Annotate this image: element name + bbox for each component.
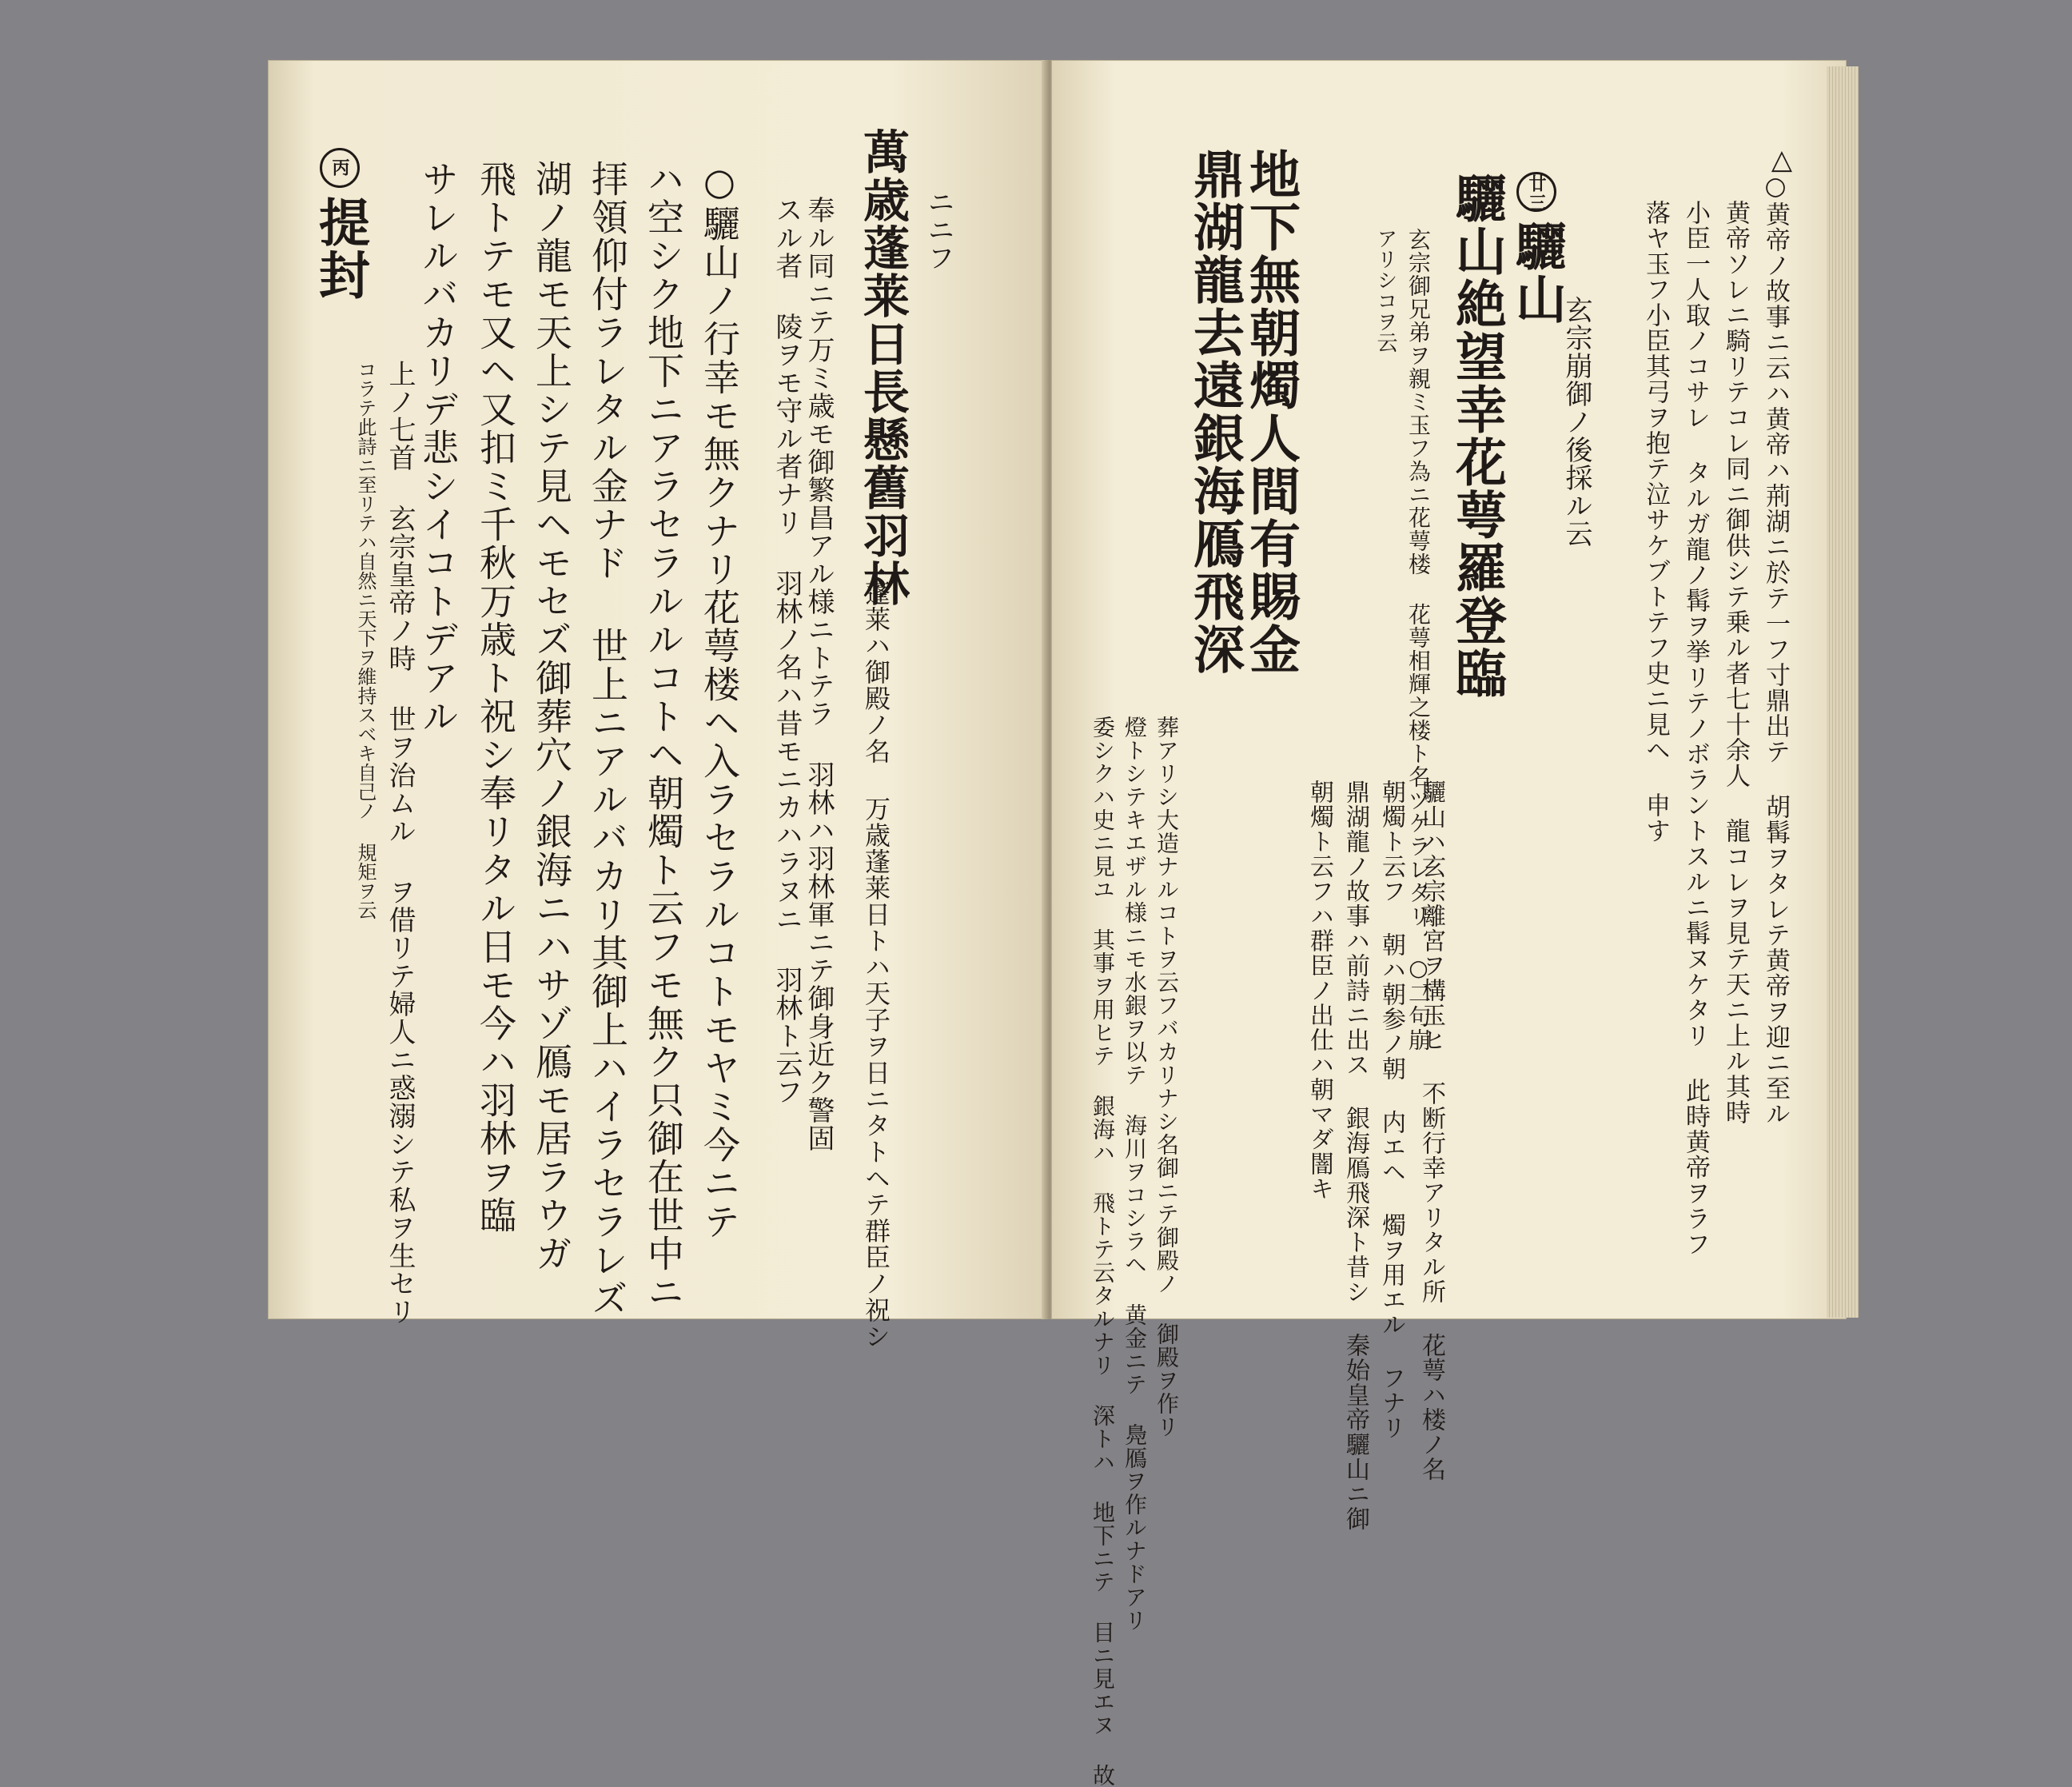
left-col-5: ハ空シク地下ニアラセラルルコトヘ朝燭ト云フモ無ク只御在世中ニ bbox=[642, 160, 685, 1311]
right-entry-title-text: 驪山 bbox=[1507, 220, 1567, 325]
right-col-7: 鼎湖龍ノ故事ハ前詩ニ出ス 銀海鴈飛深ト昔シ 秦始皇帝驪山ニ御 bbox=[1341, 780, 1369, 1531]
entry-marker: 丙 bbox=[320, 148, 360, 188]
left-heading: 萬歳蓬莱日長懸舊羽林 bbox=[855, 128, 910, 608]
right-note-2a: 葬アリシ大造ナルコトヲ云フバカリナシ名御ニテ御殿ノ 御殿ヲ作リ bbox=[1154, 716, 1180, 1438]
right-title-note: 玄宗崩御ノ後採ル云 bbox=[1560, 296, 1592, 548]
left-heading-side: ニニフ bbox=[922, 188, 954, 272]
right-col-r2: 黄帝ソレニ騎リテコレ同ニ御供シテ乗ル者七十余人 龍コレヲ見テ天ニ上ル其時 bbox=[1721, 200, 1750, 1125]
right-note-1b: アリシコヲ云 bbox=[1373, 228, 1397, 353]
right-col-r1: ○黄帝ノ故事ニ云ハ黄帝ハ荊湖ニ於テ一フ寸鼎出テ 胡髯ヲタレテ黄帝ヲ迎ニ至ル bbox=[1761, 172, 1790, 1127]
left-col-6: ○驪山ノ行幸モ無クナリ花萼楼ヘ入ラセラルコトモヤミ今ニテ bbox=[698, 160, 741, 1241]
right-heading-2: 地下無朝燭人間有賜金 bbox=[1241, 148, 1301, 676]
right-heading-3: 鼎湖龍去遠銀海鴈飛深 bbox=[1185, 148, 1245, 676]
open-book bbox=[268, 60, 1851, 1787]
left-col-7: スル者 陵ヲモ守ル者ナリ 羽林ノ名ハ昔モニカハラヌニ 羽林ト云フ bbox=[771, 196, 803, 1106]
left-col-8: 奉ル同ニテ万ミ歳モ御繁昌アル様ニトテラ 羽林ハ羽林軍ニテ御身近ク警固 bbox=[803, 196, 835, 1152]
right-col-6: 朝燭ト云フ 朝ハ朝参ノ朝 内エヘ 燭ヲ用エル フナリ bbox=[1377, 780, 1405, 1440]
entry-title-text: 提封 bbox=[310, 196, 370, 301]
left-note-a: 上ノ七首 玄宗皇帝ノ時 世ヲ治ムル ヲ借リテ婦人ニ惑溺シテ私ヲ生セリ bbox=[384, 360, 416, 1326]
right-entry-title bbox=[1507, 172, 1567, 325]
right-note-2c: 委シクハ史ニ見ユ 其事ヲ用ヒテ 銀海ハ 飛トテ云タルナリ 深トハ 地下ニテ 目ニ見エヌ 故 bbox=[1090, 716, 1116, 1787]
right-col-r3: 小臣一人取ノコサレ タルガ龍ノ髯ヲ挙リテノボラントスルニ髯ヌケタリ 此時黄帝ヲラフ bbox=[1681, 200, 1710, 1257]
page-edges bbox=[1827, 66, 1859, 1318]
left-col-1: サレルバカリデ悲シイコトデアル bbox=[416, 160, 460, 736]
right-col-r4: 落ヤ玉フ小臣其弓ヲ抱テ泣サケブトテフ史ニ見ヘ 申す bbox=[1641, 200, 1670, 844]
left-col-2: 飛トテモ又ヘ又扣ミ千秋万歳ト祝シ奉リタル日モ今ハ羽林ヲ臨 bbox=[474, 160, 517, 1235]
left-heading-note: 蓬莱ハ御殿ノ名 万歳蓬莱日トハ天子ヲ日ニタトヘテ群臣ノ祝シ bbox=[861, 580, 891, 1350]
left-page bbox=[268, 60, 1047, 1350]
top-mark: △ bbox=[1766, 144, 1798, 177]
right-page bbox=[1051, 60, 1847, 1787]
left-note-b: コラテ此詩ニ至リテハ自然ニ天下ヲ維持スベキ自己ノ 規矩ヲ云 bbox=[354, 360, 377, 919]
right-note-2b: 燈トシテキエザル様ニモ水銀ヲ以テ 海川ヲコシラヘ 黄金ニテ 鳧鴈ヲ作ルナドアリ bbox=[1122, 716, 1148, 1632]
right-col-5: 驪山ハ玄宗離宮ヲ構玉ヒ 不断行幸アリタル所 花萼ハ楼ノ名 bbox=[1417, 780, 1445, 1482]
right-note-1a: 玄宗御兄弟ヲ親ミ玉フ為ニ花萼楼 花萼相輝之楼ト名ヅケラレタリ ○二句崩 bbox=[1405, 228, 1432, 1051]
right-heading-1: 驪山絶望幸花萼羅登臨 bbox=[1447, 172, 1507, 700]
right-entry-marker: 廿三 bbox=[1516, 172, 1556, 212]
left-entry-title bbox=[310, 148, 370, 301]
right-col-8: 朝燭ト云フハ群臣ノ出仕ハ朝マダ闇キ bbox=[1305, 780, 1333, 1201]
left-col-4: 拝領仰付ラレタル金ナド 世上ニアルバカリ其御上ハイラセラレズ bbox=[586, 160, 629, 1318]
left-col-3: 湖ノ龍モ天上シテ見ヘモセズ御葬穴ノ銀海ニハサゾ鴈モ居ラウガ bbox=[530, 160, 573, 1273]
